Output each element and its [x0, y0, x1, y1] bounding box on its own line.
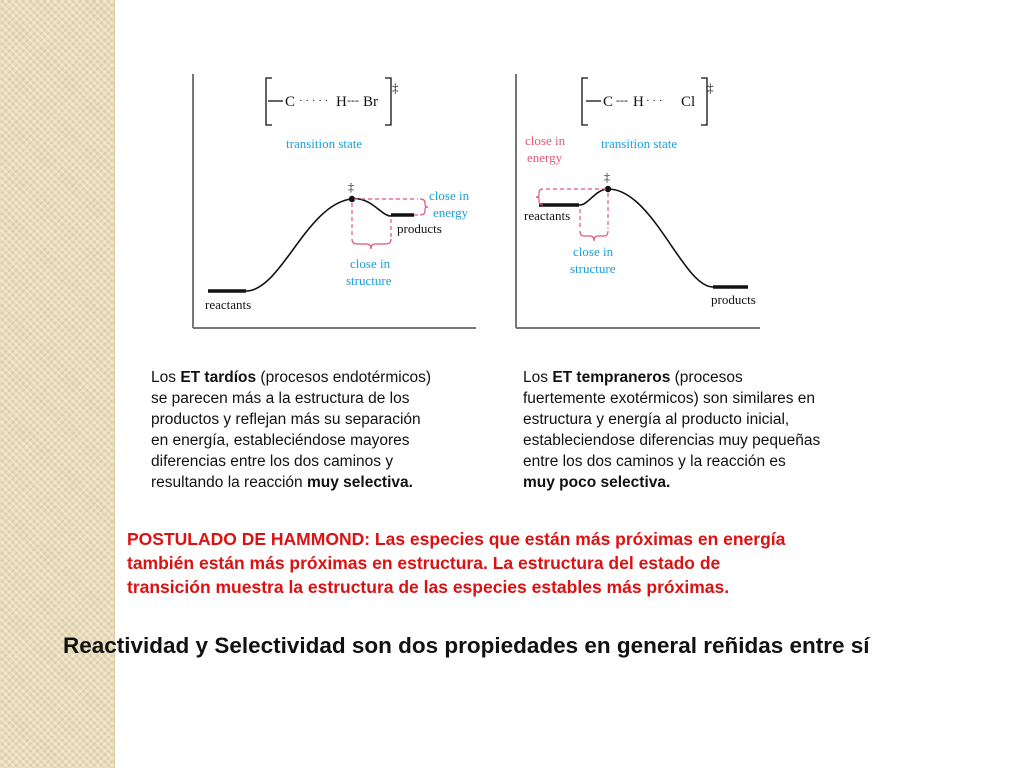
right-close-in-structure-1: close in — [573, 244, 614, 259]
right-ts-dash: --- — [616, 93, 628, 107]
left-explanation-line-2: se parecen más a la estructura de los — [151, 390, 410, 407]
right-structure-brace — [580, 231, 608, 241]
conclusion-headline: Reactividad y Selectividad son dos propiedades en general reñidas entre sí — [63, 633, 870, 658]
right-explanation — [523, 367, 820, 493]
right-explanation-line-3: estructura y energía al producto inicial, — [523, 411, 790, 428]
left-close-in-structure-1: close in — [350, 256, 391, 271]
right-close-in-structure-2: structure — [570, 261, 616, 276]
left-reactants-label: reactants — [205, 297, 252, 312]
left-products-label: products — [397, 221, 442, 236]
left-ts-hydrogen: H — [336, 94, 347, 110]
left-explanation-line-1: Los ET tardíos (procesos endotérmicos) — [151, 369, 431, 386]
left-energy-brace — [420, 199, 428, 215]
postulate-line-3: transición muestra la estructura de las especies estables más próximas. — [127, 577, 730, 597]
left-explanation-line-5: diferencias entre los dos caminos y — [151, 453, 394, 470]
left-explanation — [151, 367, 431, 493]
right-energy-diagram — [508, 0, 778, 335]
left-explanation-line-6: resultando la reacción muy selectiva. — [151, 474, 413, 491]
left-energy-diagram — [186, 0, 486, 335]
right-transition-state-label: transition state — [601, 136, 678, 151]
right-ts-chlorine: Cl — [681, 94, 696, 110]
left-ts-formula — [266, 78, 399, 125]
right-ts-partial-bond: · · · — [646, 95, 663, 107]
left-close-in-structure-2: structure — [346, 273, 392, 288]
left-ts-dash: --- — [347, 93, 359, 107]
left-explanation-line-4: en energía, estableciéndose mayores — [151, 432, 410, 449]
right-close-in-energy-1: close in — [525, 133, 566, 148]
left-structure-brace — [352, 239, 391, 249]
right-ts-carbon: C — [603, 94, 614, 110]
left-explanation-line-3: productos y reflejan más su separación — [151, 411, 421, 428]
left-ts-partial-bond: · · · · · — [299, 95, 329, 107]
right-peak-dagger: ‡ — [604, 170, 610, 184]
right-explanation-line-2: fuertemente exotérmicos) son similares en — [523, 390, 816, 407]
right-reactants-label: reactants — [524, 208, 571, 223]
left-close-in-energy-1: close in — [429, 188, 470, 203]
hammond-postulate — [127, 527, 927, 599]
postulate-line-1: POSTULADO DE HAMMOND: Las especies que están más próximas en energía — [127, 529, 786, 549]
right-ts-formula — [582, 78, 714, 125]
left-transition-state-label: transition state — [286, 136, 363, 151]
left-ts-dagger: ‡ — [392, 80, 399, 95]
right-explanation-line-4: estableciendose diferencias muy pequeñas — [523, 432, 821, 449]
right-explanation-line-6: muy poco selectiva. — [523, 474, 671, 491]
right-explanation-line-1: Los ET tempraneros (procesos — [523, 369, 743, 386]
right-ts-hydrogen: H — [633, 94, 644, 110]
right-products-label: products — [711, 292, 756, 307]
left-close-in-energy-2: energy — [433, 205, 469, 220]
left-ts-bromine: Br — [363, 94, 378, 110]
left-ts-carbon: C — [285, 94, 296, 110]
right-energy-brace — [536, 189, 543, 205]
right-explanation-line-5: entre los dos caminos y la reacción es — [523, 453, 786, 470]
right-close-in-energy-2: energy — [527, 150, 563, 165]
left-peak-dagger: ‡ — [348, 180, 354, 194]
postulate-line-2: también están más próximas en estructura. La estructura del estado de — [127, 553, 721, 573]
right-ts-dagger: ‡ — [707, 80, 714, 95]
